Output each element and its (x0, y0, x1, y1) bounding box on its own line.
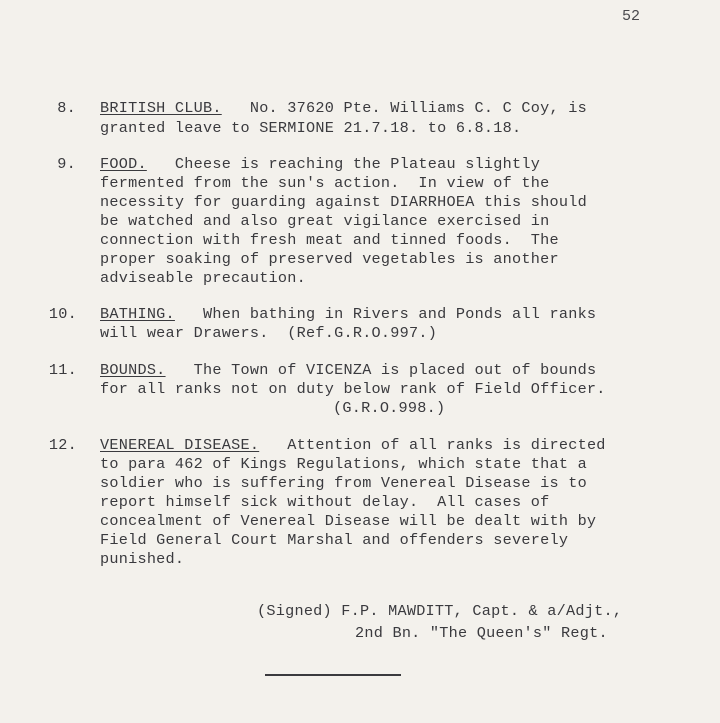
signature-unit-line: 2nd Bn. "The Queen's" Regt. (355, 624, 608, 642)
item-first-line (100, 305, 596, 324)
signature-line: (Signed) F.P. MAWDITT, Capt. & a/Adjt., (257, 602, 623, 620)
item-number: 12. (48, 436, 77, 454)
item-line: to para 462 of Kings Regulations, which state that a (100, 455, 587, 473)
item-heading: FOOD. (100, 155, 147, 173)
item-line: concealment of Venereal Disease will be dealt with by (100, 512, 597, 530)
item-first-line (100, 155, 540, 174)
item-line: necessity for guarding against DIARRHOEA this should (100, 193, 587, 211)
item-line: punished. (100, 550, 185, 568)
item-number: 10. (48, 305, 77, 323)
item-heading: BRITISH CLUB. (100, 99, 222, 117)
item-line: The Town of VICENZA is placed out of bounds (165, 361, 597, 379)
item-first-line (100, 436, 606, 455)
item-line: soldier who is suffering from Venereal Disease is to (100, 474, 587, 492)
item-line: for all ranks not on duty below rank of Field Officer. (100, 380, 606, 398)
item-line: granted leave to SERMIONE 21.7.18. to 6.8.18. (100, 119, 522, 137)
item-first-line (100, 99, 587, 118)
item-line: connection with fresh meat and tinned foods. The (100, 231, 559, 249)
item-line: Attention of all ranks is directed (259, 436, 606, 454)
item-heading: BATHING. (100, 305, 175, 323)
item-first-line (100, 361, 596, 380)
item-heading: VENEREAL DISEASE. (100, 436, 260, 454)
item-number: 8. (57, 99, 76, 117)
item-line: will wear Drawers. (Ref.G.R.O.997.) (100, 324, 438, 342)
item-line: report himself sick without delay. All cases of (100, 493, 550, 511)
item-line: fermented from the sun's action. In view of the (100, 174, 550, 192)
item-number: 11. (48, 361, 77, 379)
item-line: When bathing in Rivers and Ponds all ranks (174, 305, 597, 323)
item-line: Cheese is reaching the Plateau slightly (146, 155, 541, 173)
item-line: proper soaking of preserved vegetables is another (100, 250, 559, 268)
item-line: Field General Court Marshal and offenders severely (100, 531, 569, 549)
item-reference: (G.R.O.998.) (333, 399, 446, 417)
item-number: 9. (57, 155, 76, 173)
item-line: adviseable precaution. (100, 269, 307, 287)
item-heading: BOUNDS. (100, 361, 166, 379)
item-line: be watched and also great vigilance exercised in (100, 212, 550, 230)
item-line: No. 37620 Pte. Williams C. C Coy, is (221, 99, 587, 117)
page-number: 52 (622, 8, 641, 25)
closing-rule (265, 674, 401, 676)
